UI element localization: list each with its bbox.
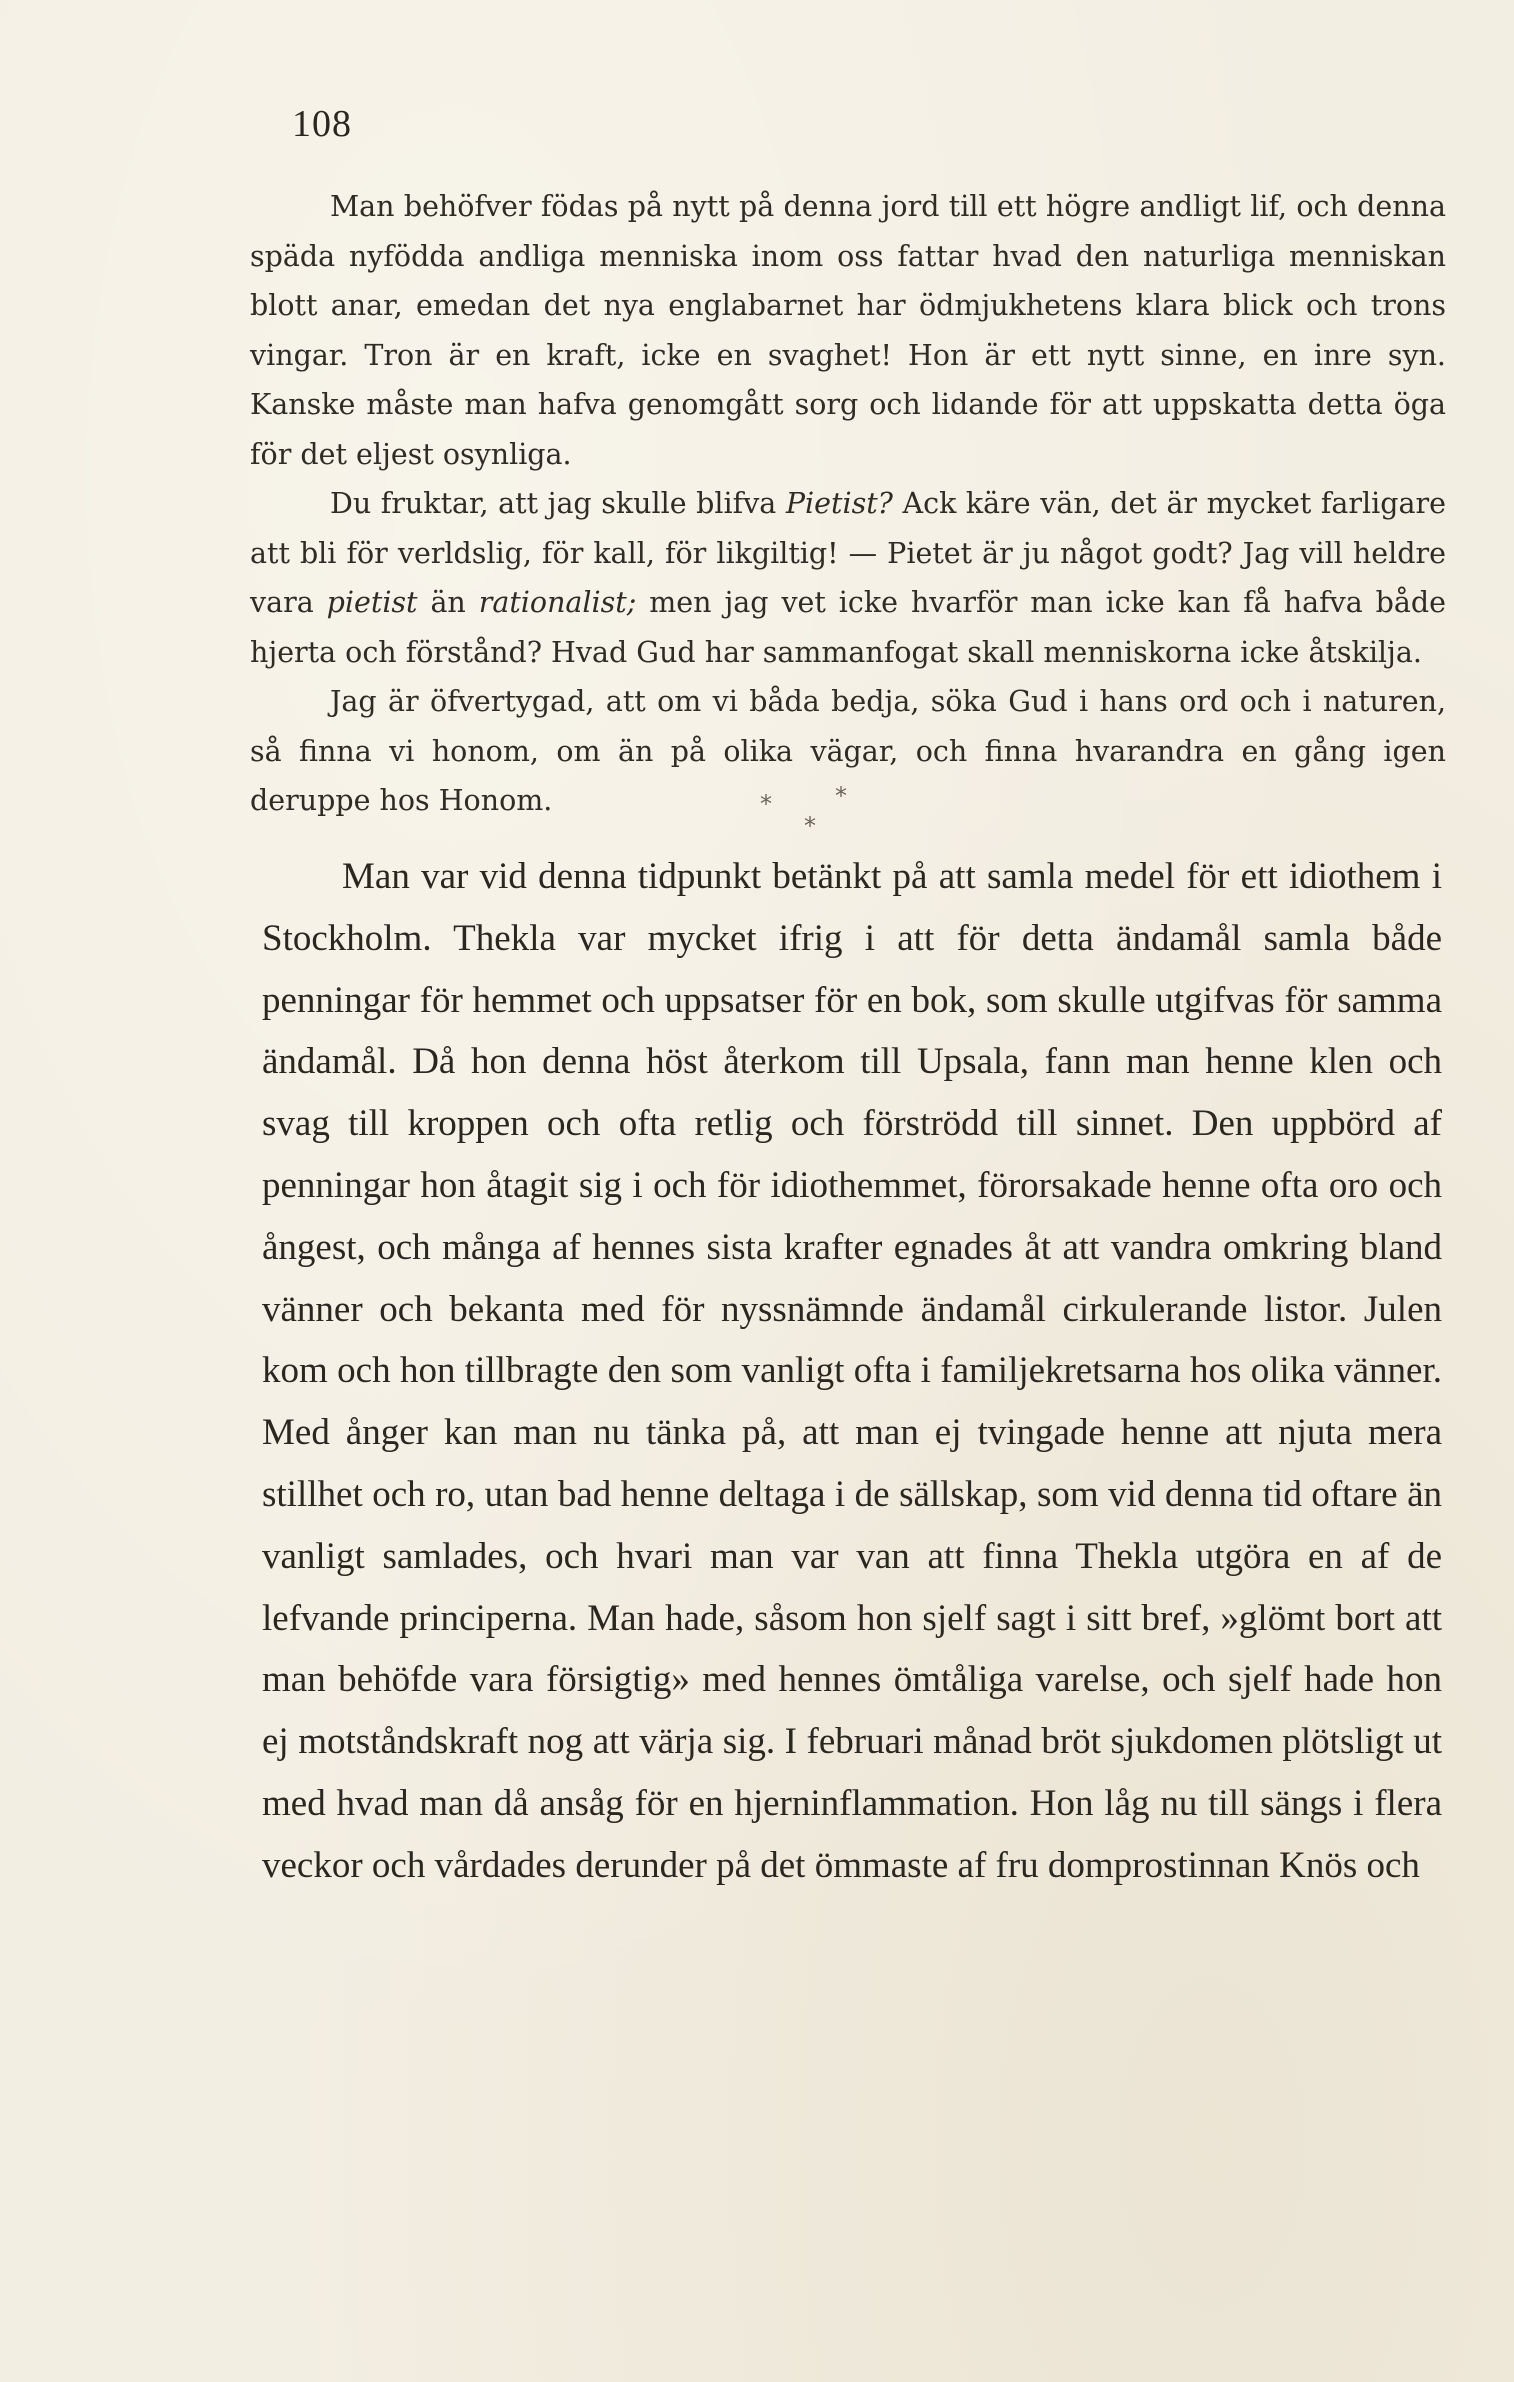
letter-text: Du fruktar, att jag skulle blifva <box>330 487 786 520</box>
letter-text: Ack käre vän, det är mycket farligare att bli för verldslig, för kall, för likgiltig! — Pietet är ju något godt? Jag vill heldre vara <box>250 487 1446 619</box>
letter-paragraph-2 <box>250 479 1446 677</box>
letter-quote <box>250 182 1446 826</box>
asterisk-icon: * <box>760 790 772 818</box>
page-number: 108 <box>292 103 352 145</box>
asterisk-icon: * <box>835 782 847 810</box>
letter-text: än <box>417 586 479 619</box>
letter-emphasis: Pietist? <box>785 487 893 520</box>
section-separator <box>740 782 900 842</box>
asterisk-icon: * <box>804 812 816 840</box>
letter-paragraph-3: Jag är öfvertygad, att om vi båda bedja, söka Gud i hans ord och i naturen, så finna vi honom, om än på olika vägar, och finna hvarandra en gång igen deruppe hos Honom. <box>250 685 1446 817</box>
letter-emphasis: pietist <box>326 586 418 619</box>
letter-text: men jag vet icke hvarför man icke kan få hafva både hjerta och förstånd? Hvad Gud har sammanfogat skall menniskorna icke åtskilja. <box>250 586 1446 669</box>
main-text <box>262 846 1442 1897</box>
letter-paragraph-1: Man behöfver födas på nytt på denna jord till ett högre andligt lif, och denna späda nyfödda andliga menniska inom oss fattar hvad den naturliga menniskan blott anar, emedan det nya englabarnet har ödmjukhetens klara blick och trons vingar. Tron är en kraft, icke en svaghet! Hon är ett nytt sinne, en inre syn. Kanske måste man hafva genomgått sorg och lidande för att uppskatta detta öga för det eljest osynliga. <box>250 190 1446 471</box>
letter-emphasis: rationalist; <box>478 586 637 619</box>
main-paragraph: Man var vid denna tidpunkt betänkt på att samla medel för ett idiothem i Stockholm. Thekla var mycket ifrig i att för detta ändamål samla både penningar för hemmet och uppsatser för en bok, som skulle utgifvas för samma ändamål. Då hon denna höst återkom till Upsala, fann man henne klen och svag till kroppen och ofta retlig och förströdd till sinnet. Den uppbörd af penningar hon åtagit sig i och för idiothemmet, förorsakade henne ofta oro och ångest, och många af hennes sista krafter egnades åt att vandra omkring bland vänner och bekanta med för nyssnämnde ändamål cirkulerande listor. Julen kom och hon tillbragte den som vanligt ofta i familjekretsarna hos olika vänner. Med ånger kan man nu tänka på, att man ej tvingade henne att njuta mera stillhet och ro, utan bad henne deltaga i de sällskap, som vid denna tid oftare än vanligt samlades, och hvari man var van att finna Thekla utgöra en af de lefvande principerna. Man hade, såsom hon sjelf sagt i sitt bref, »glömt bort att man behöfde vara försigtig» med hennes ömtåliga varelse, och sjelf hade hon ej motståndskraft nog att värja sig. I februari månad bröt sjukdomen plötsligt ut med hvad man då ansåg för en hjerninflammation. Hon låg nu till sängs i flera veckor och vårdades derunder på det ömmaste af fru domprostinnan Knös och <box>262 856 1442 1886</box>
